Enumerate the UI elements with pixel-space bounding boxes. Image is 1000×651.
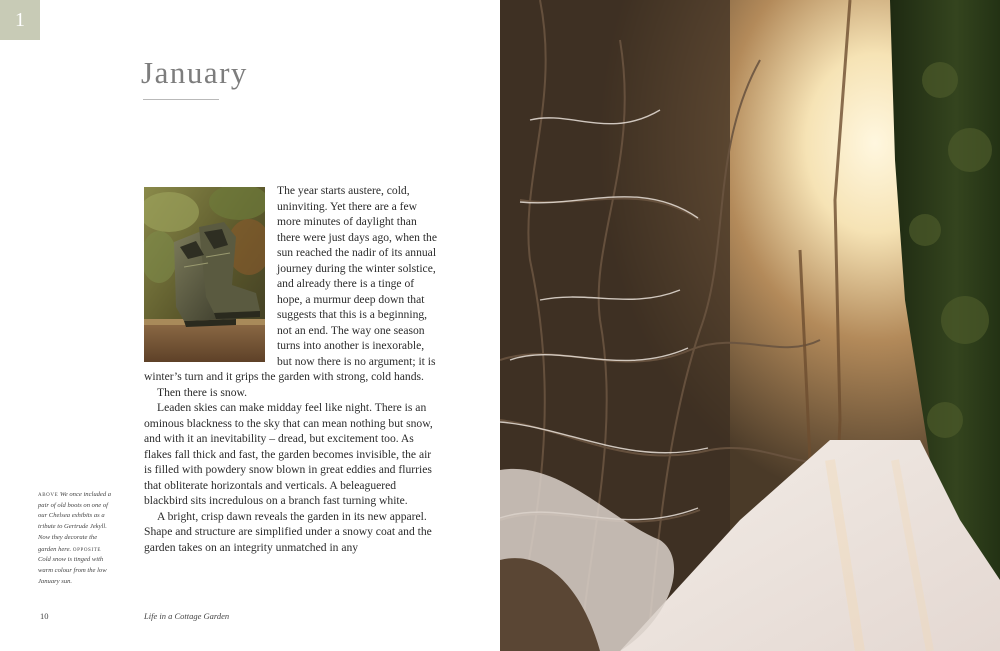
photo-caption: [38, 489, 114, 587]
caption-text-above: We once included a pair of old boots on one of our Chelsea exhibits as a tribute to Gertrude Jekyll. Now they decorate the garden here.: [38, 491, 112, 553]
paragraph: A bright, crisp dawn reveals the garden in its new apparel. Shape and structure are simplified under a snowy coat and the garden takes on an integrity unmatched in any: [144, 509, 432, 554]
running-head: Life in a Cottage Garden: [144, 611, 230, 621]
snowy-garden-photo: [500, 0, 1000, 651]
paragraph: Then there is snow.: [157, 385, 248, 399]
paragraph: The year starts austere, cold, uninviting. Yet there are a few more minutes of daylight than there were just days ago, when the sun reached the nadir of its annual journey during the winter solstice, and already there is a tinge of hope, a murmur deep down that suggests that this is a beginning, not an end. The way one season turns into another is inexorable, but now there is no argument; it is winter’s turn and it grips the garden with strong, cold hands.: [144, 184, 438, 383]
title-underline: [143, 99, 219, 100]
page-number: 10: [40, 611, 49, 621]
paragraph: Leaden skies can make midday feel like night. There is an ominous blackness to the sky that can mean nothing but snow, and with it an inevitability – dread, but excitement too. As flakes fall thick and fast, the garden becomes invisible, the air is filled with powdery snow blown in great eddies and flurries that obliterate horizontals and verticals. A beleaguered blackbird sits incredulous on a branch fast turning white.: [144, 401, 433, 507]
photo-wrap-spacer: [144, 183, 268, 365]
caption-text-opposite: Cold snow is tinged with warm colour from the low January sun.: [38, 556, 107, 585]
caption-label-above: above: [38, 490, 59, 498]
chapter-title: January: [141, 55, 248, 90]
chapter-number-tab: 1: [0, 0, 40, 40]
body-text: [144, 183, 440, 555]
caption-label-opposite: opposite: [72, 544, 102, 553]
